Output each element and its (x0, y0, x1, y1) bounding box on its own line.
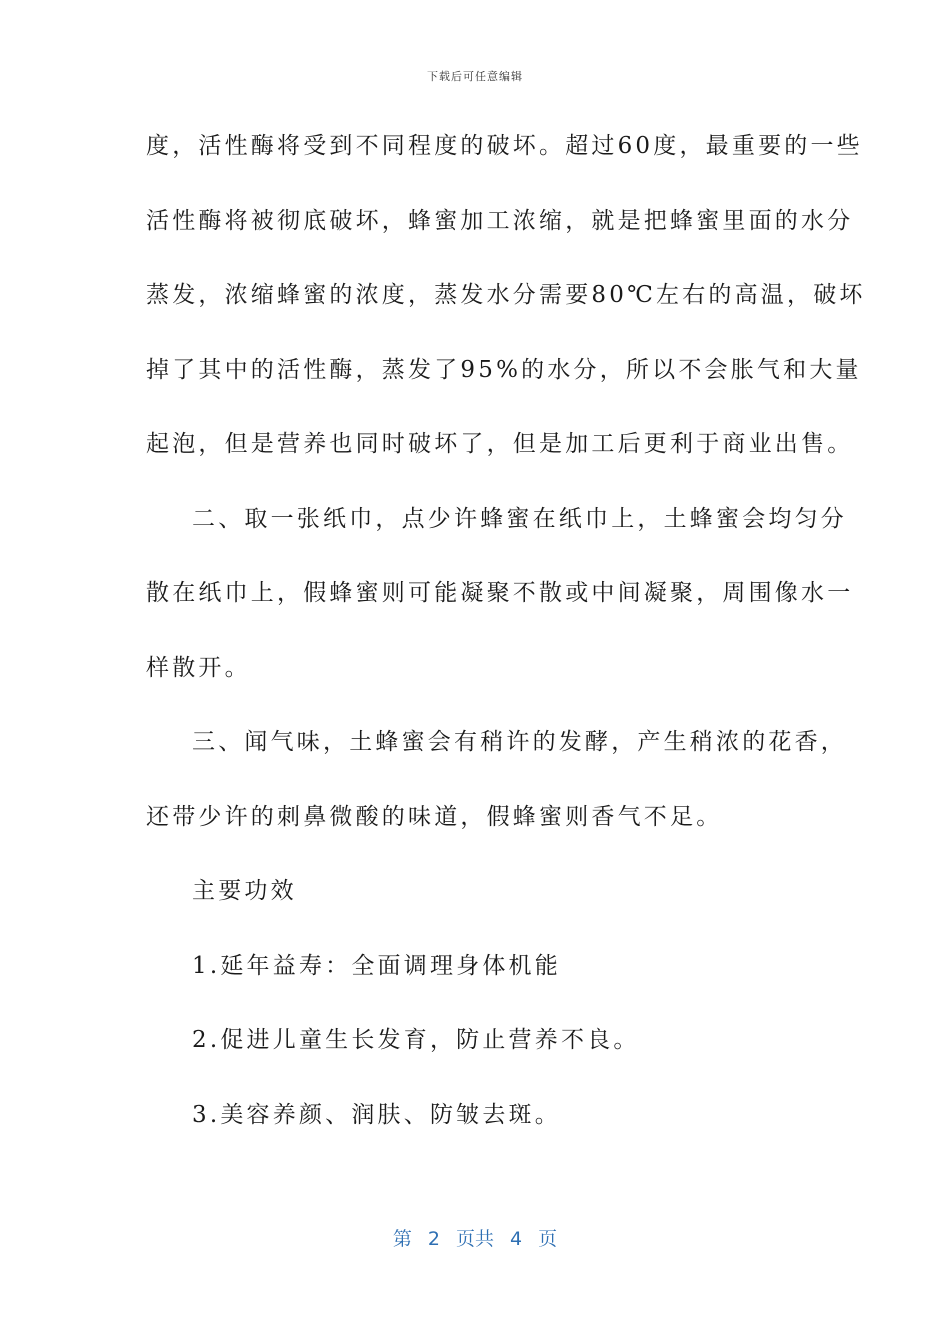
section-heading: 主要功效 (192, 878, 297, 904)
text-line: 三、闻气味，土蜂蜜会有稍许的发酵，产生稍浓的花香， (192, 729, 847, 755)
page-label-prefix: 第 (392, 1228, 412, 1250)
text-line: 掉了其中的活性酶，蒸发了95%的水分，所以不会胀气和大量 (146, 356, 862, 383)
header-note: 下载后可任意编辑 (427, 70, 523, 83)
list-item: 1.延年益寿：全面调理身体机能 (192, 952, 561, 979)
document-body (146, 124, 866, 1167)
list-item: 3.美容养颜、润肤、防皱去斑。 (192, 1101, 561, 1128)
page-footer (0, 1224, 950, 1251)
list-item: 2.促进儿童生长发育，防止营养不良。 (192, 1027, 640, 1053)
total-pages-number: 4 (510, 1228, 523, 1250)
page-label-suffix: 页 (538, 1228, 558, 1250)
text-line: 散在纸巾上，假蜂蜜则可能凝聚不散或中间凝聚，周围像水一 (146, 580, 854, 606)
text-line: 起泡，但是营养也同时破坏了，但是加工后更利于商业出售。 (146, 431, 854, 457)
page-label-mid: 页共 (455, 1228, 494, 1250)
text-line: 蒸发，浓缩蜂蜜的浓度，蒸发水分需要80℃左右的高温，破坏 (146, 282, 866, 308)
current-page-number: 2 (427, 1228, 440, 1250)
text-line: 度，活性酶将受到不同程度的破坏。超过60度，最重要的一些 (146, 133, 863, 159)
text-line: 还带少许的刺鼻微酸的味道，假蜂蜜则香气不足。 (146, 803, 723, 830)
text-line: 活性酶将被彻底破坏，蜂蜜加工浓缩，就是把蜂蜜里面的水分 (146, 207, 854, 234)
text-line: 二、取一张纸巾，点少许蜂蜜在纸巾上，土蜂蜜会均匀分 (192, 505, 847, 532)
text-line: 样散开。 (146, 654, 251, 681)
